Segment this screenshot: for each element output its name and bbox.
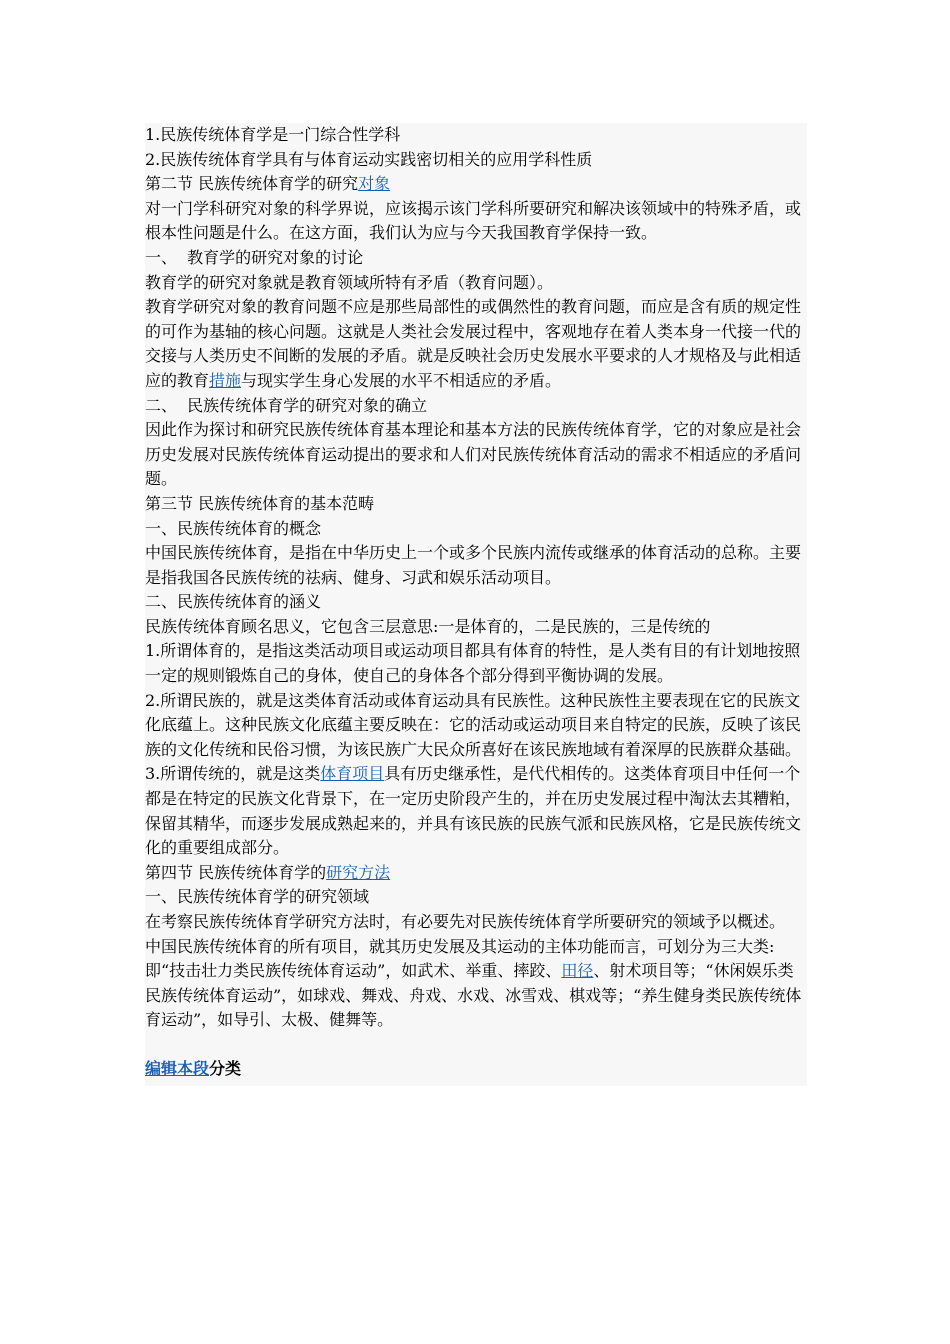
section-heading-text: 第四节 民族传统体育学的 (145, 862, 327, 882)
paragraph: 2.所谓民族的，就是这类体育活动或体育运动具有民族性。这种民族性主要表现在它的民族文化底蕴上。这种民族文化底蕴主要反映在：它的活动或运动项目来自特定的民族，反映了该民族的文化传统和民俗习惯，为该民族广大民众所喜好在该民族地域有着深厚的民族群众基础。 (145, 690, 802, 759)
link-research-methods[interactable]: 研究方法 (326, 862, 391, 882)
paragraph (145, 762, 807, 860)
paragraph-text: 、射术项目等；“休闲娱乐类民族传统体育运动”，如球戏、舞戏、舟戏、水戏、冰雪戏、棋戏等；“养生健身类民族传统体育运动”，如导引、太极、健舞等。 (145, 961, 802, 1030)
link-object[interactable]: 对象 (358, 174, 391, 194)
paragraph: 因此作为探讨和研究民族传统体育基本理论和基本方法的民族传统体育学，它的对象应是社会历史发展对民族传统体育运动提出的要求和人们对民族传统体育活动的需求不相适应的矛盾问题。 (145, 420, 802, 489)
list-item: 2.民族传统体育学具有与体育运动实践密切相关的应用学科性质 (145, 149, 593, 169)
link-track-field[interactable]: 田径 (561, 961, 594, 981)
link-sports-items[interactable]: 体育项目 (320, 764, 385, 784)
section-heading (145, 172, 807, 197)
paragraph-text: 教育学研究对象的教育问题不应是那些局部性的或偶然性的教育问题，而应是含有质的规定性的可作为基轴的核心问题。这就是人类社会发展过程中，客观地存在着人类本身一代接一代的交接与人类历史不间断的发展的矛盾。就是反映社会历史发展水平要求的人才规格及与此相适应的教育 (145, 297, 802, 390)
paragraph: 民族传统体育顾名思义，它包含三层意思:一是体育的，二是民族的，三是传统的 (145, 616, 711, 636)
paragraph: 在考察民族传统体育学研究方法时，有必要先对民族传统体育学所要研究的领域予以概述。 (145, 912, 786, 931)
paragraph (145, 935, 807, 1033)
list-item: 1.民族传统体育学是一门综合性学科 (145, 125, 401, 144)
edit-section-header (145, 1057, 807, 1082)
paragraph: 教育学的研究对象就是教育领域所特有矛盾（教育问题）。 (145, 272, 554, 292)
subheading: 一、民族传统体育学的研究领域 (145, 887, 370, 907)
section-heading (145, 861, 807, 886)
paragraph-text: 3.所谓传统的，就是这类 (145, 764, 321, 784)
paragraph: 中国民族传统体育，是指在中华历史上一个或多个民族内流传或继承的体育活动的总称。主要是指我国各民族传统的祛病、健身、习武和娱乐活动项目。 (145, 543, 802, 587)
link-measures[interactable]: 措施 (209, 370, 242, 390)
paragraph-text: 具有历史继承性，是代代相传的。这类体育项目中任何一个都是在特定的民族文化背景下，在一定历史阶段产生的，并在历史发展过程中淘汰去其糟粕，保留其精华，而逐步发展成熟起来的，并具有该民族的民族气派和民族风格，它是民族传统文化的重要组成部分。 (145, 764, 802, 858)
paragraph: 对一门学科研究对象的科学界说，应该揭示该门学科所要研究和解决该领域中的特殊矛盾，或根本性问题是什么。在这方面，我们认为应与今天我国教育学保持一致。 (145, 198, 802, 243)
edit-section-link[interactable]: 编辑本段 (145, 1058, 210, 1078)
subheading: 一、民族传统体育的概念 (145, 518, 322, 538)
section-title: 分类 (209, 1058, 242, 1078)
section-heading: 第三节 民族传统体育的基本范畴 (145, 493, 375, 513)
document-page (145, 123, 807, 1086)
paragraph-text: 与现实学生身心发展的水平不相适应的矛盾。 (241, 370, 562, 390)
paragraph-text: 中国民族传统体育的所有项目，就其历史发展及其运动的主体功能而言，可划分为三大类:即“技击壮力类民族传统体育运动”，如武术、举重、摔跤、 (145, 936, 775, 981)
subheading: 一、 教育学的研究对象的讨论 (145, 247, 364, 267)
section-heading-text: 第二节 民族传统体育学的研究 (145, 174, 359, 194)
subheading: 二、民族传统体育的涵义 (145, 592, 322, 612)
paragraph: 1.所谓体育的，是指这类活动项目或运动项目都具有体育的特性，是人类有目的有计划地按照一定的规则锻炼自己的身体，使自己的身体各个部分得到平衡协调的发展。 (145, 641, 801, 686)
subheading: 二、 民族传统体育学的研究对象的确立 (145, 395, 428, 415)
paragraph (145, 295, 807, 393)
